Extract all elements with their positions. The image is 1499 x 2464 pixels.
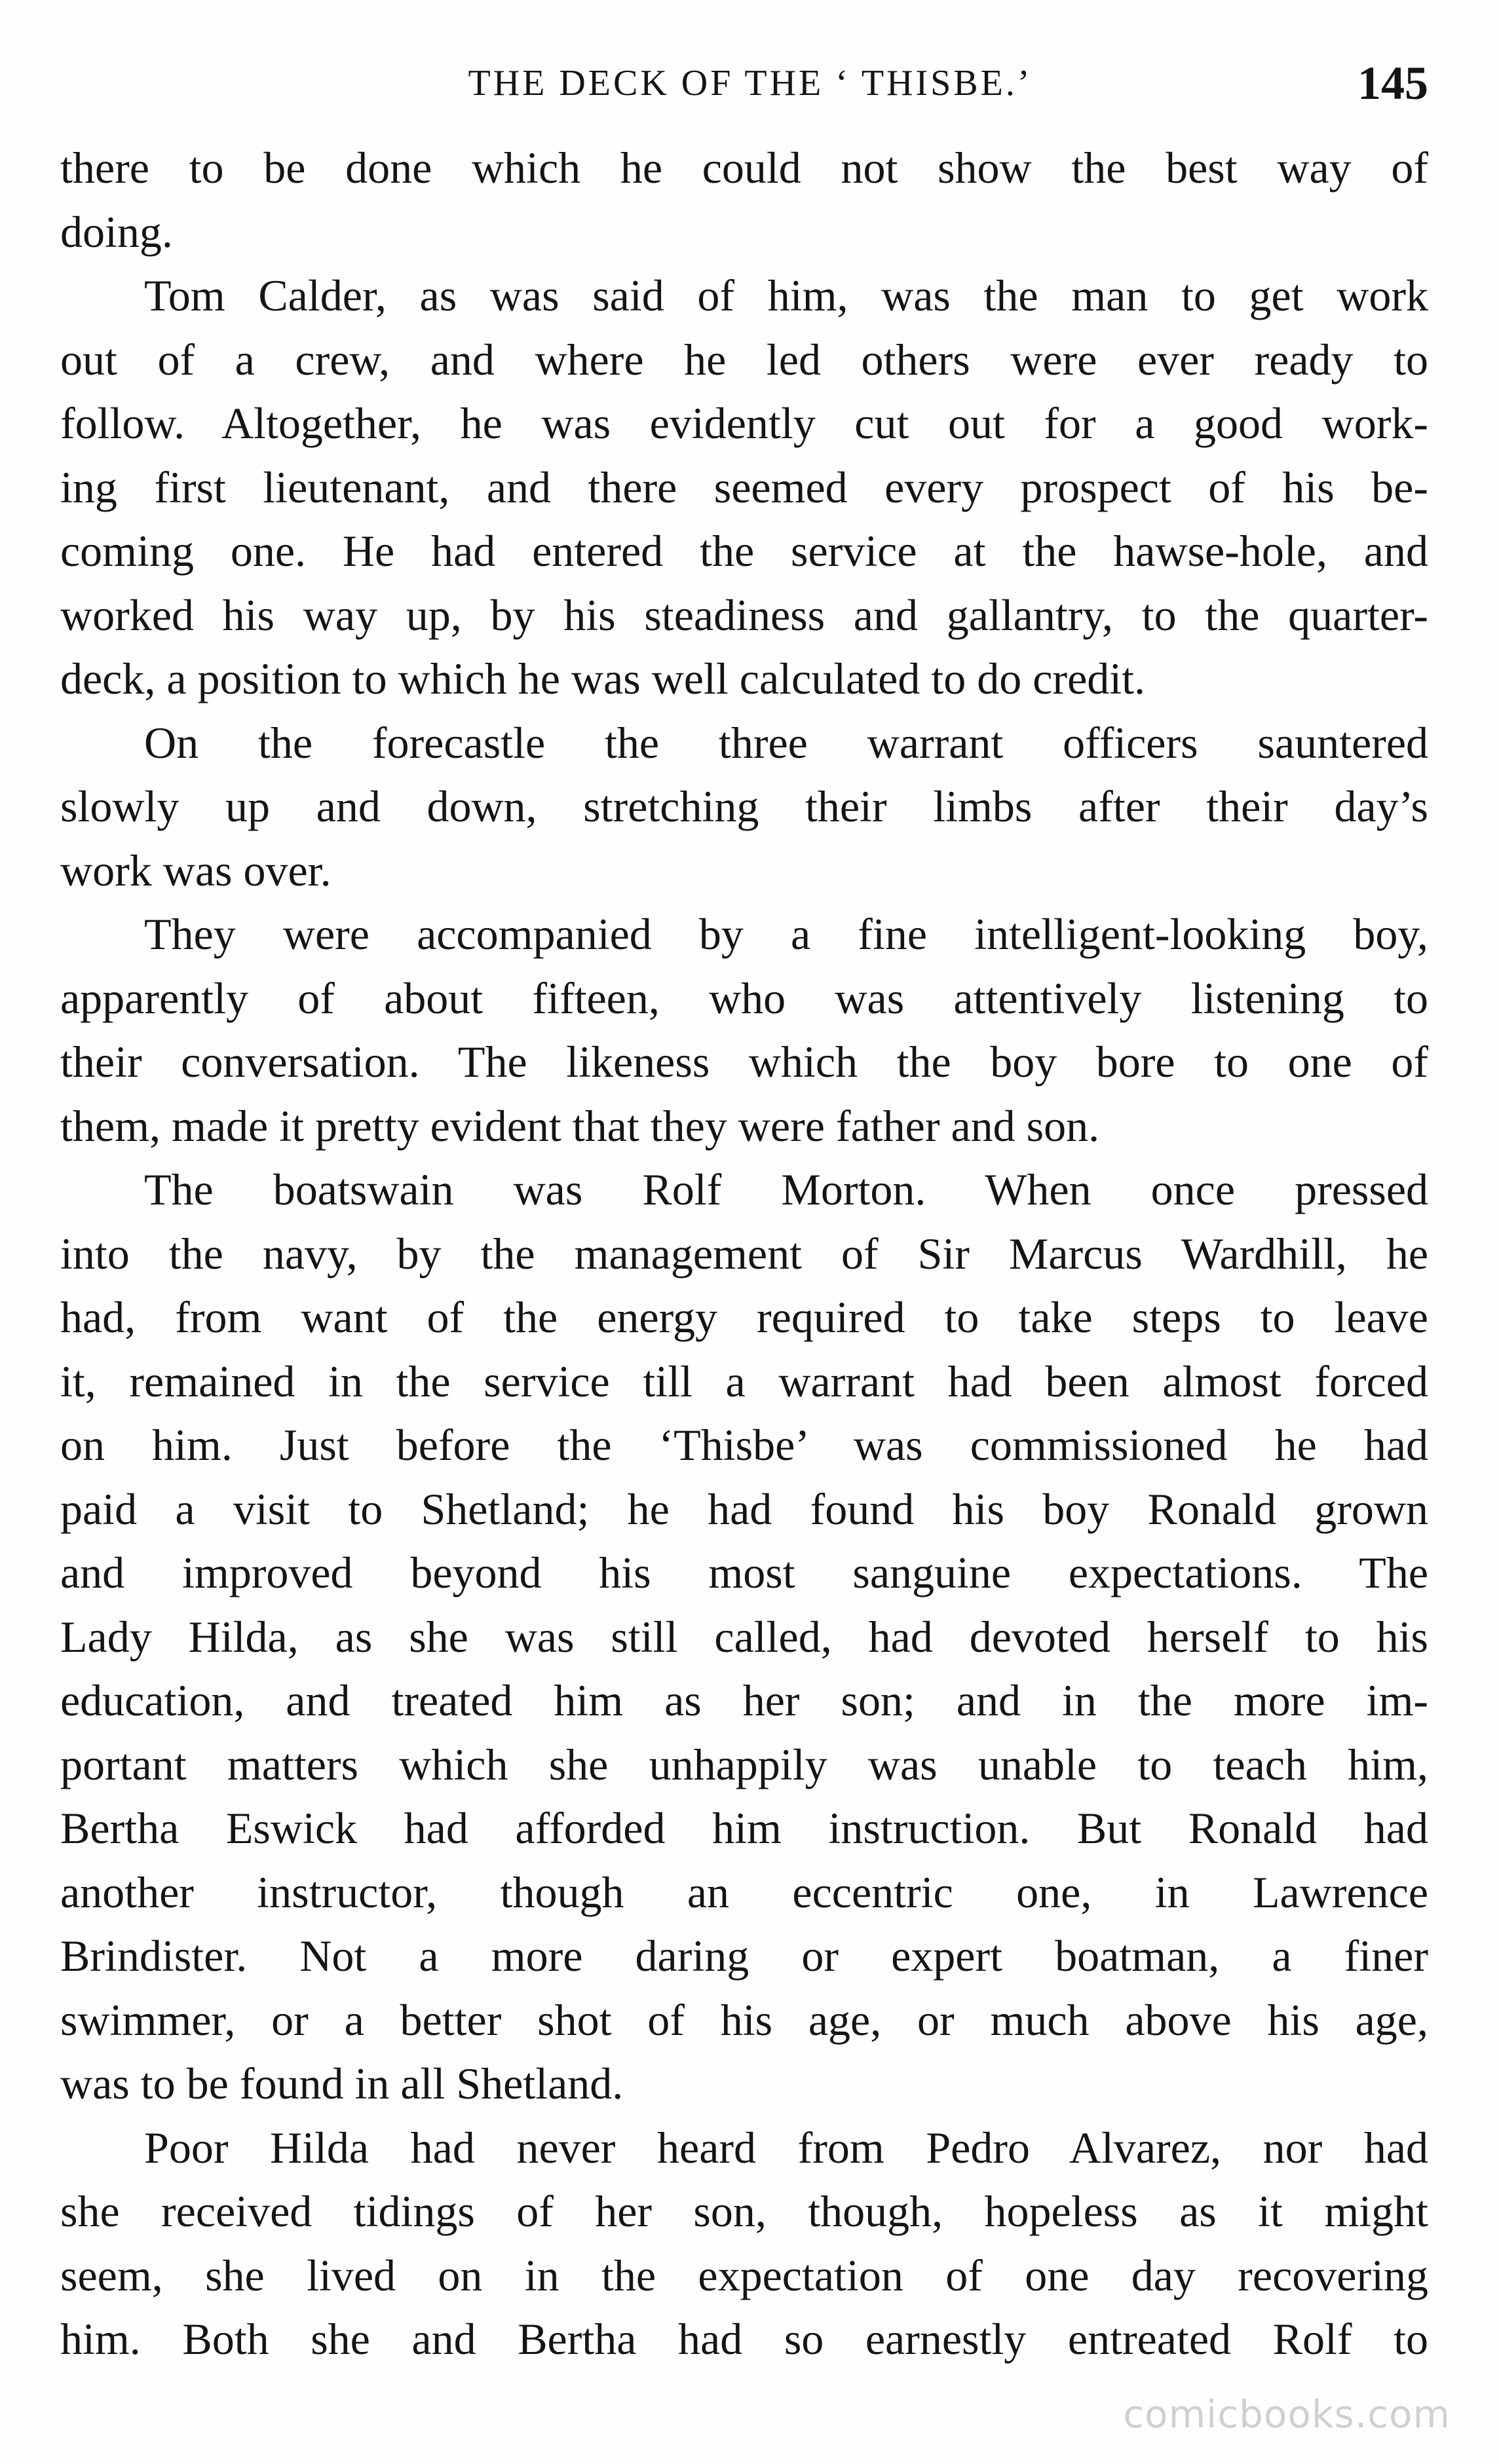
text-line: Tom Calder, as was said of him, was the man to get work	[144, 271, 1428, 320]
text-line: swimmer, or a better shot of his age, or much above his age,	[60, 1994, 1428, 2045]
text-line: work was over.	[60, 845, 332, 895]
text-line: apparently of about fifteen, who was attentively listening to	[60, 973, 1428, 1023]
text-line: out of a crew, and where he led others were ever ready to	[60, 334, 1428, 384]
text-line: on him. Just before the ‘Thisbe’ was commissioned he had	[60, 1420, 1428, 1470]
page-number: 145	[1357, 57, 1428, 109]
text-line: their conversation. The likeness which the boy bore to one of	[60, 1037, 1428, 1087]
watermark-text: comicbooks.com	[1123, 2392, 1451, 2436]
text-line: into the navy, by the management of Sir Marcus Wardhill, he	[60, 1228, 1428, 1279]
text-line: she received tidings of her son, though, hopeless as it might	[60, 2186, 1428, 2236]
text-line: seem, she lived on in the expectation of one day recovering	[60, 2250, 1428, 2300]
text-line: doing.	[60, 206, 173, 257]
text-line: deck, a position to which he was well calculated to do credit.	[60, 654, 1146, 703]
text-line: portant matters which she unhappily was unable to teach him,	[60, 1739, 1428, 1789]
text-line: them, made it pretty evident that they were father and son.	[60, 1100, 1100, 1151]
running-head	[59, 47, 1428, 119]
text-line: slowly up and down, stretching their limbs after their day’s	[60, 781, 1428, 831]
text-line: was to be found in all Shetland.	[60, 2059, 624, 2108]
text-line: ing first lieutenant, and there seemed every prospect of his be-	[60, 462, 1428, 512]
text-line: coming one. He had entered the service at the hawse-hole, and	[60, 526, 1428, 576]
text-line: On the forecastle the three warrant officers sauntered	[144, 717, 1428, 768]
running-title: THE DECK OF THE ‘ THISBE.’	[468, 63, 1033, 103]
text-line: and improved beyond his most sanguine expectations. The	[60, 1548, 1428, 1597]
text-line: Poor Hilda had never heard from Pedro Alvarez, nor had	[144, 2122, 1428, 2173]
text-line: They were accompanied by a fine intelligent-looking boy,	[144, 909, 1428, 959]
text-line: follow. Altogether, he was evidently cut out for a good work-	[60, 398, 1428, 448]
text-line: it, remained in the service till a warrant had been almost forced	[60, 1356, 1428, 1406]
text-line: Brindister. Not a more daring or expert boatman, a finer	[60, 1931, 1428, 1981]
text-line: him. Both she and Bertha had so earnestly entreated Rolf to	[60, 2314, 1428, 2364]
text-line: The boatswain was Rolf Morton. When once pressed	[144, 1165, 1428, 1214]
body-text	[60, 136, 1428, 2372]
text-line: paid a visit to Shetland; he had found his boy Ronald grown	[60, 1484, 1428, 1534]
text-line: had, from want of the energy required to take steps to leave	[60, 1292, 1428, 1342]
text-line: worked his way up, by his steadiness and gallantry, to the quarter-	[60, 589, 1428, 640]
text-line: Bertha Eswick had afforded him instruction. But Ronald had	[60, 1803, 1428, 1853]
text-line: Lady Hilda, as she was still called, had devoted herself to his	[60, 1611, 1428, 1662]
text-line: education, and treated him as her son; and in the more im-	[60, 1675, 1428, 1725]
text-line: another instructor, though an eccentric one, in Lawrence	[60, 1867, 1428, 1917]
text-line: there to be done which he could not show the best way of	[60, 143, 1428, 193]
